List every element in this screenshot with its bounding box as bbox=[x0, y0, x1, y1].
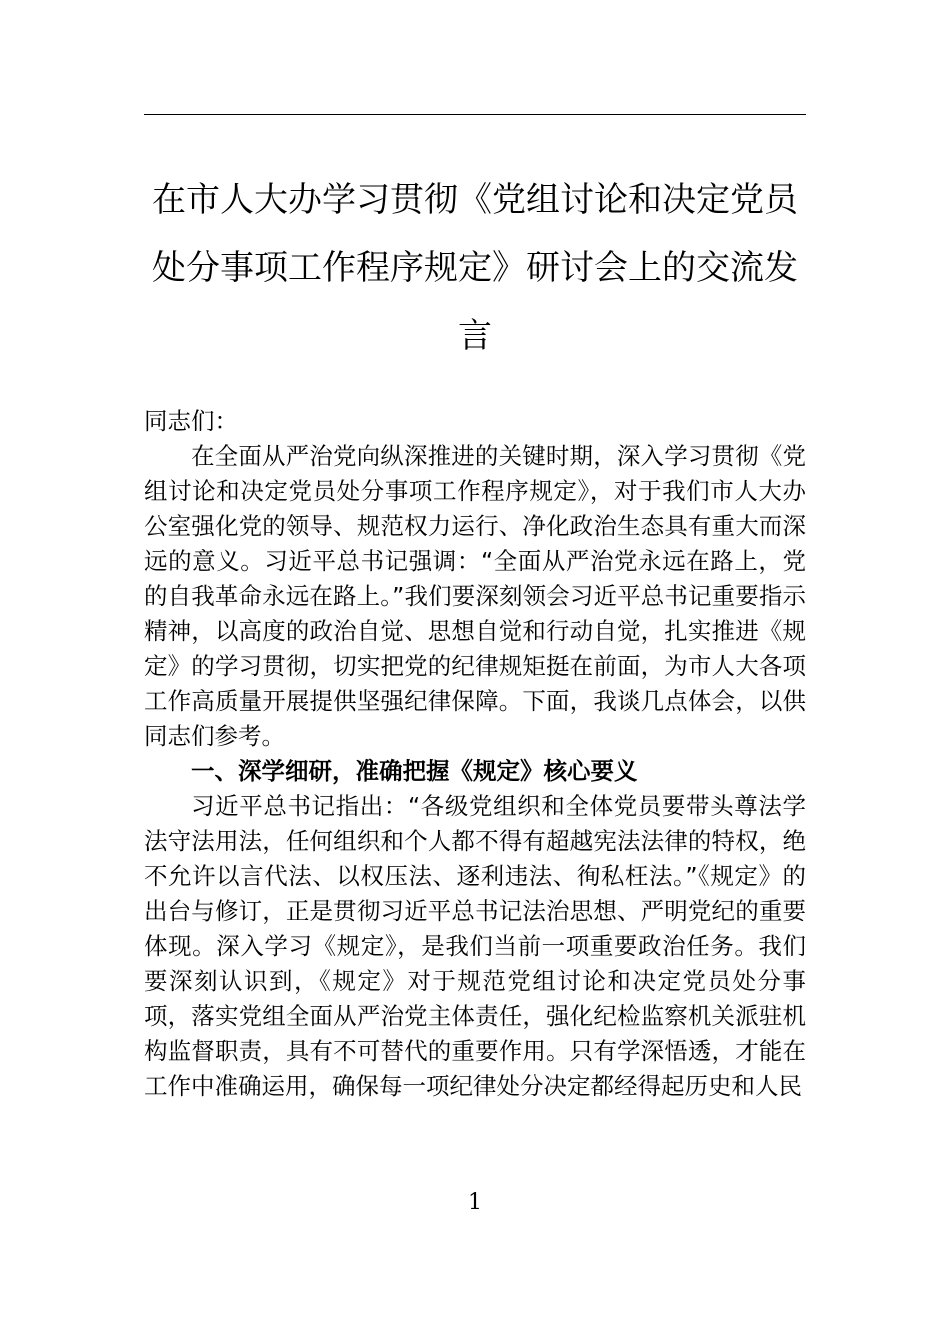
document-body bbox=[144, 404, 806, 1104]
salutation: 同志们： bbox=[144, 407, 238, 435]
section-heading: 一、深学细研，准确把握《规定》核心要义 bbox=[191, 757, 638, 785]
header-rule bbox=[144, 114, 806, 115]
intro-paragraph: 在全面从严治党向纵深推进的关键时期，深入学习贯彻《党组讨论和决定党员处分事项工作程序规定》，对于我们市人大办公室强化党的领导、规范权力运行、净化政治生态具有重大而深远的意义。习近平总书记强调：“全面从严治党永远在路上，党的自我革命永远在路上。”我们要深刻领会习近平总书记重要指示精神，以高度的政治自觉、思想自觉和行动自觉，扎实推进《规定》的学习贯彻，切实把党的纪律规矩挺在前面，为市人大各项工作高质量开展提供坚强纪律保障。下面，我谈几点体会，以供同志们参考。 bbox=[144, 442, 806, 750]
document-title: 在市人大办学习贯彻《党组讨论和决定党员处分事项工作程序规定》研讨会上的交流发言 bbox=[152, 180, 798, 356]
section-paragraph: 习近平总书记指出：“各级党组织和全体党员要带头尊法学法守法用法，任何组织和个人都不得有超越宪法法律的特权，绝不允许以言代法、以权压法、逐利违法、徇私枉法。”《规定》的出台与修订，正是贯彻习近平总书记法治思想、严明党纪的重要体现。深入学习《规定》，是我们当前一项重要政治任务。我们要深刻认识到，《规定》对于规范党组讨论和决定党员处分事项，落实党组全面从严治党主体责任，强化纪检监察机关派驻机构监督职责，具有不可替代的重要作用。只有学深悟透，才能在工作中准确运用，确保每一项纪律处分决定都经得起历史和人民 bbox=[144, 792, 806, 1100]
page-number: 1 bbox=[468, 1190, 482, 1215]
